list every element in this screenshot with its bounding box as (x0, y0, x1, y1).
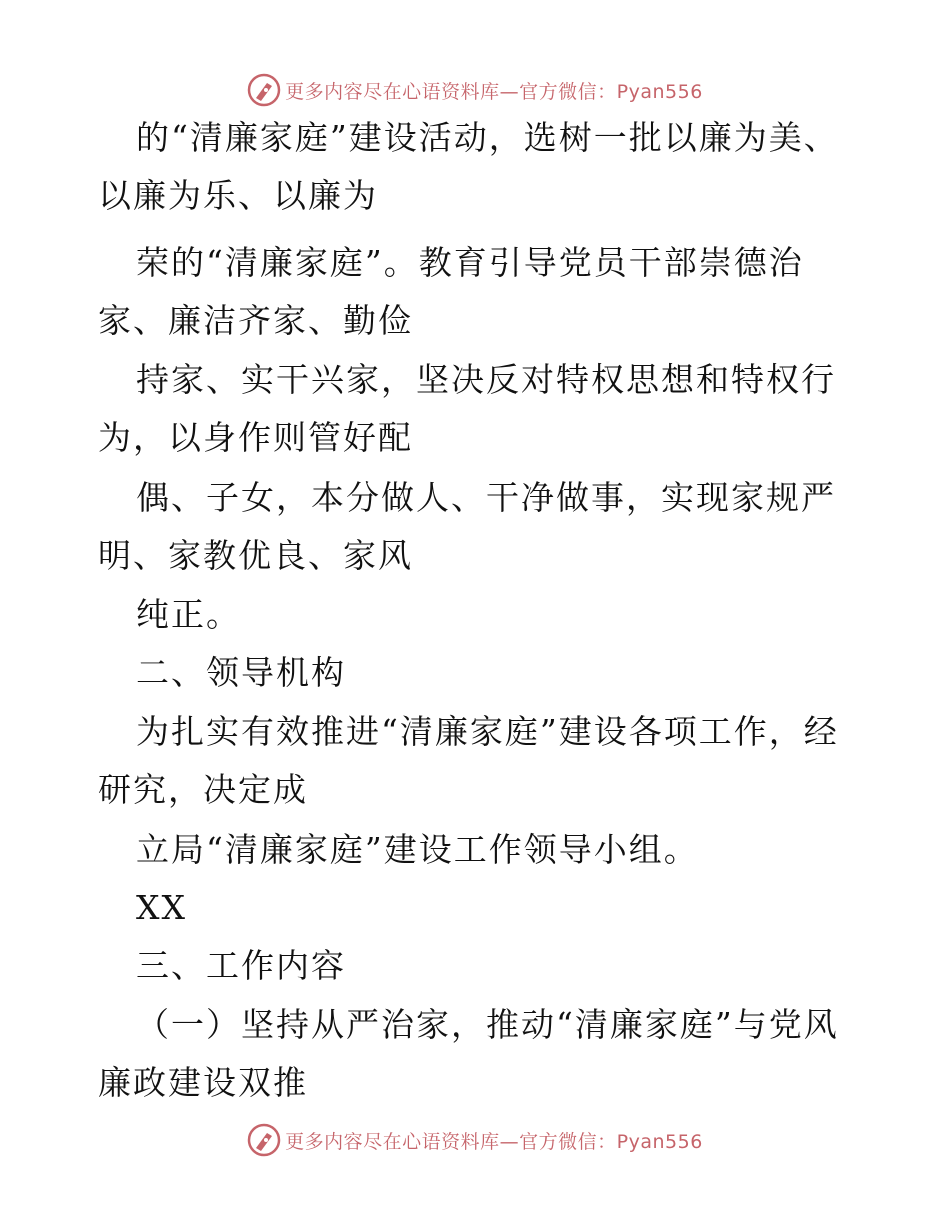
body-line: 家、廉洁齐家、勤俭 (98, 301, 413, 340)
footer-watermark (0, 1120, 950, 1160)
body-line: XX (136, 888, 187, 927)
body-line: 持家、实干兴家，坚决反对特权思想和特权行 (136, 360, 836, 399)
body-line: 偶、子女，本分做人、干净做事，实现家规严 (136, 478, 836, 517)
body-line: 为扎实有效推进“清廉家庭”建设各项工作，经 (136, 712, 839, 751)
body-line: 立局“清廉家庭”建设工作领导小组。 (136, 830, 699, 869)
watermark-text: 更多内容尽在心语资料库—官方微信：Pyan556 (285, 1130, 703, 1153)
body-line: 纯正。 (136, 595, 241, 634)
body-line: 的“清廉家庭”建设活动，选树一批以廉为美、 (136, 118, 839, 157)
body-line: 明、家教优良、家风 (98, 536, 413, 575)
body-line: 荣的“清廉家庭”。教育引导党员干部崇德治 (136, 243, 804, 282)
watermark-text: 更多内容尽在心语资料库—官方微信：Pyan556 (285, 80, 703, 103)
body-line: 为，以身作则管好配 (98, 418, 413, 457)
body-line: 以廉为乐、以廉为 (98, 176, 378, 215)
subsection-heading: （一）坚持从严治家，推动“清廉家庭”与党风 (136, 1005, 839, 1044)
pen-nib-logo-icon (247, 1123, 281, 1157)
body-line: 廉政建设双推 (98, 1063, 308, 1102)
pen-nib-logo-icon (247, 73, 281, 107)
body-line: 研究，决定成 (98, 770, 308, 809)
section-heading: 三、工作内容 (136, 946, 346, 985)
section-heading: 二、领导机构 (136, 653, 346, 692)
header-watermark (0, 70, 950, 110)
